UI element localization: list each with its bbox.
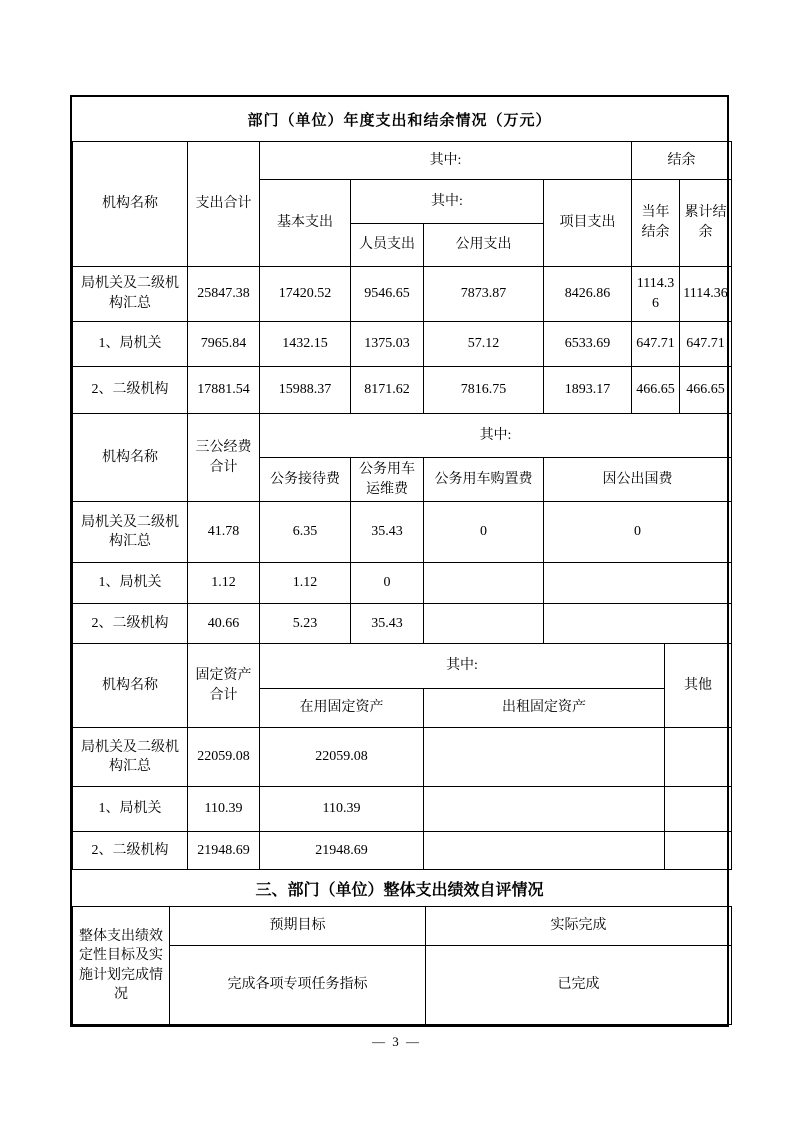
table-row [73,502,732,563]
cell-total: 25847.38 [188,267,260,322]
header-overseas-trips: 因公出国费 [544,458,732,502]
cell-project: 8426.86 [544,267,632,322]
cell-org-name: 局机关及二级机构汇总 [73,502,188,563]
header-basic-expenditure: 基本支出 [260,180,351,267]
cell-total: 41.78 [188,502,260,563]
cell-current-balance: 647.71 [632,322,680,367]
cell-current-balance: 1114.36 [632,267,680,322]
header-official-reception: 公务接待费 [260,458,351,502]
cell-vehicle-operation: 35.43 [351,502,424,563]
cell-public: 7816.75 [424,367,544,414]
table-row [73,946,732,1025]
cell-total: 110.39 [188,787,260,832]
header-org-name: 机构名称 [73,644,188,728]
cell-org-name: 1、局机关 [73,563,188,604]
cell-actual-completion: 已完成 [426,946,732,1025]
cell-project: 1893.17 [544,367,632,414]
header-current-balance: 当年结余 [632,180,680,267]
section-title: 三、部门（单位）整体支出绩效自评情况 [255,882,544,900]
header-project-expenditure: 项目支出 [544,180,632,267]
table-row [73,267,732,322]
header-of-which: 其中: [260,142,632,180]
cell-total: 21948.69 [188,832,260,870]
table-row [73,367,732,414]
table-row [73,832,732,870]
cell-personnel: 8171.62 [351,367,424,414]
header-leased-out-assets: 出租固定资产 [424,689,665,728]
header-of-which-inner: 其中: [351,180,544,224]
cell-reception: 1.12 [260,563,351,604]
header-vehicle-purchase: 公务用车购置费 [424,458,544,502]
cell-current-balance: 466.65 [632,367,680,414]
cell-accumulated-balance: 466.65 [680,367,732,414]
cell-other [665,832,732,870]
fixed-assets-table [72,643,732,870]
three-public-expense-table [72,413,732,644]
header-actual-completion: 实际完成 [426,907,732,946]
table-row [73,322,732,367]
cell-expected-target: 完成各项专项任务指标 [170,946,426,1025]
cell-total: 40.66 [188,604,260,644]
cell-personnel: 1375.03 [351,322,424,367]
header-total-expenditure: 支出合计 [188,142,260,267]
cell-basic: 1432.15 [260,322,351,367]
table-row [73,604,732,644]
header-accumulated-balance: 累计结余 [680,180,732,267]
cell-org-name: 局机关及二级机构汇总 [73,267,188,322]
header-personnel-expenditure: 人员支出 [351,224,424,267]
cell-total: 22059.08 [188,728,260,787]
table-row [73,787,732,832]
cell-in-use: 22059.08 [260,728,424,787]
header-org-name: 机构名称 [73,414,188,502]
header-public-expenditure: 公用支出 [424,224,544,267]
cell-vehicle-purchase: 0 [424,502,544,563]
cell-in-use: 21948.69 [260,832,424,870]
cell-public: 57.12 [424,322,544,367]
cell-overseas [544,563,732,604]
expenditure-table [72,141,732,414]
cell-vehicle-operation: 35.43 [351,604,424,644]
cell-leased-out [424,728,665,787]
table-row [73,563,732,604]
cell-overseas: 0 [544,502,732,563]
cell-total: 7965.84 [188,322,260,367]
header-fixed-assets-total: 固定资产合计 [188,644,260,728]
cell-basic: 17420.52 [260,267,351,322]
cell-overseas [544,604,732,644]
cell-leased-out [424,787,665,832]
cell-in-use: 110.39 [260,787,424,832]
cell-org-name: 1、局机关 [73,787,188,832]
cell-vehicle-purchase [424,563,544,604]
cell-org-name: 1、局机关 [73,322,188,367]
table-title: 部门（单位）年度支出和结余情况（万元） [247,112,552,129]
header-of-which: 其中: [260,414,732,458]
header-balance: 结余 [632,142,732,180]
cell-reception: 6.35 [260,502,351,563]
cell-other [665,787,732,832]
cell-accumulated-balance: 1114.36 [680,267,732,322]
cell-accumulated-balance: 647.71 [680,322,732,367]
cell-basic: 15988.37 [260,367,351,414]
cell-personnel: 9546.65 [351,267,424,322]
cell-reception: 5.23 [260,604,351,644]
table-row [73,728,732,787]
cell-project: 6533.69 [544,322,632,367]
cell-total: 17881.54 [188,367,260,414]
header-of-which: 其中: [260,644,665,689]
header-other: 其他 [665,644,732,728]
cell-org-name: 2、二级机构 [73,604,188,644]
page-number: — 3 — [372,1034,421,1049]
cell-vehicle-operation: 0 [351,563,424,604]
header-in-use-assets: 在用固定资产 [260,689,424,728]
cell-leased-out [424,832,665,870]
cell-other [665,728,732,787]
header-performance-row-label: 整体支出绩效定性目标及实施计划完成情况 [73,907,170,1025]
cell-vehicle-purchase [424,604,544,644]
report-grid [70,95,729,1027]
cell-org-name: 2、二级机构 [73,832,188,870]
performance-table [72,906,732,1025]
cell-org-name: 局机关及二级机构汇总 [73,728,188,787]
cell-total: 1.12 [188,563,260,604]
cell-public: 7873.87 [424,267,544,322]
header-org-name: 机构名称 [73,142,188,267]
header-expected-target: 预期目标 [170,907,426,946]
header-three-public-total: 三公经费合计 [188,414,260,502]
header-vehicle-operation: 公务用车运维费 [351,458,424,502]
cell-org-name: 2、二级机构 [73,367,188,414]
